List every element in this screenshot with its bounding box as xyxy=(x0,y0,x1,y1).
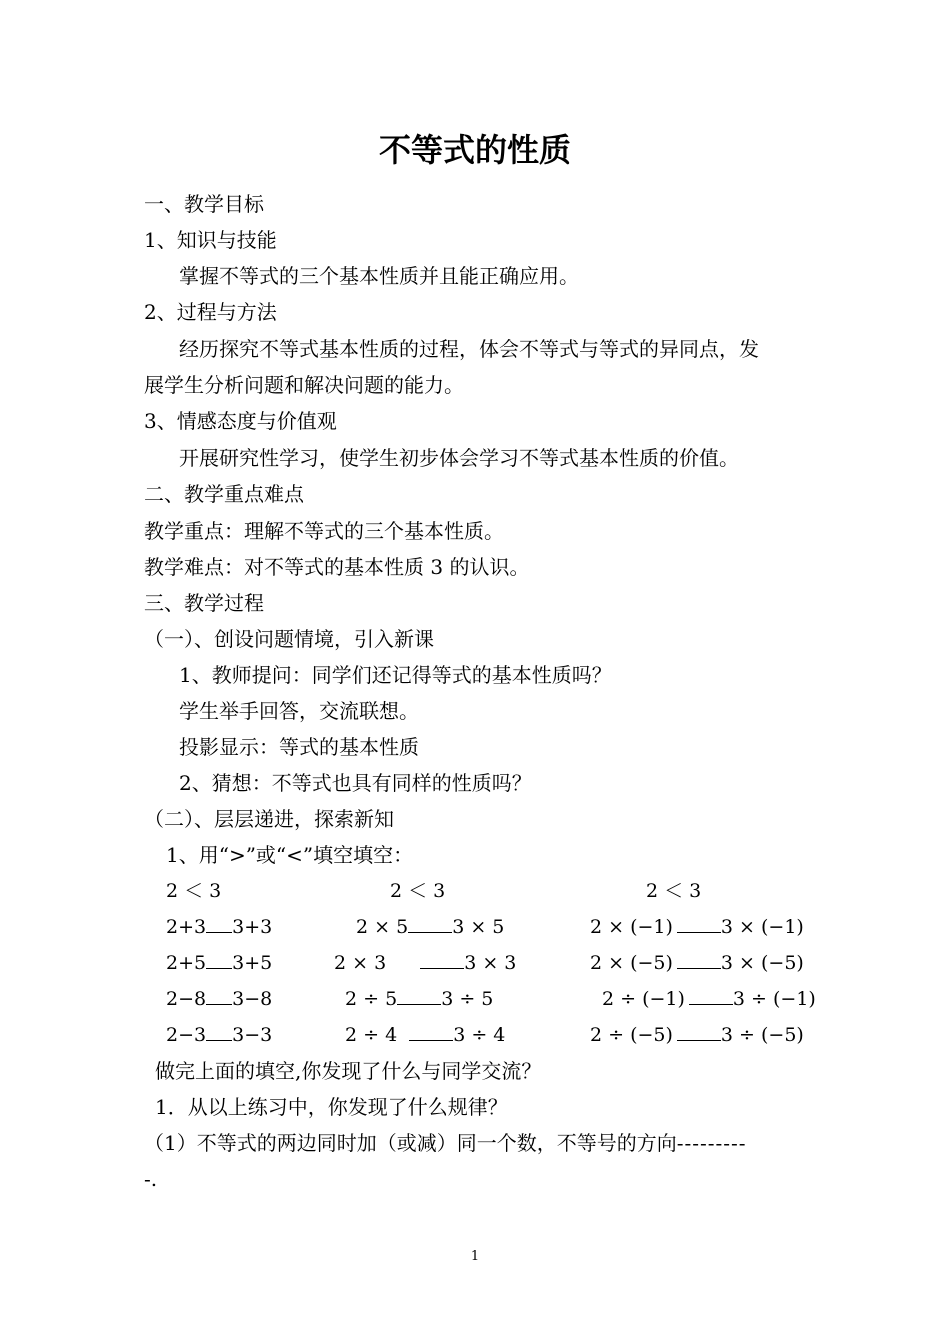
exercise-row xyxy=(590,1021,804,1049)
paragraph-teacher-question: 1、教师提问：同学们还记得等式的基本性质吗？ xyxy=(179,663,612,687)
paragraph-student-answer: 学生举手回答，交流联想。 xyxy=(179,699,419,723)
paragraph-conjecture: 2、猜想：不等式也具有同样的性质吗？ xyxy=(179,771,532,795)
expr-left: 2 × (−1) xyxy=(590,916,673,938)
exercise-row xyxy=(166,1021,272,1049)
expr-left: 2−8 xyxy=(166,988,207,1010)
expr-left: 2 ÷ 5 xyxy=(345,988,398,1010)
paragraph-emotion: 开展研究性学习，使学生初步体会学习不等式基本性质的价值。 xyxy=(179,446,739,470)
expr-right: 3 ÷ 4 xyxy=(453,1024,506,1046)
page-number: 1 xyxy=(470,1249,480,1264)
exercise-row xyxy=(590,949,804,977)
rule-1-text: （1）不等式的两边同时加（或减）同一个数，不等号的方向 xyxy=(144,1131,677,1155)
exercise-row xyxy=(356,913,504,941)
expr-right: 3 ÷ (−5) xyxy=(720,1024,804,1046)
subheading-knowledge-skills: 1、知识与技能 xyxy=(144,228,277,252)
rule-1-blank[interactable]: --------- xyxy=(676,1131,747,1155)
subsection-heading-2: （二）、层层递进，探索新知 xyxy=(144,807,394,831)
paragraph-difficult-point: 教学难点：对不等式的基本性质 3 的认识。 xyxy=(144,555,530,579)
exercise-col1-head: 2 ＜ 3 xyxy=(166,880,222,902)
expr-left: 2 × (−5) xyxy=(590,952,673,974)
paragraph-discussion: 做完上面的填空,你发现了什么与同学交流？ xyxy=(155,1059,542,1083)
fill-blank[interactable] xyxy=(206,1022,232,1041)
expr-right: 3 ÷ 5 xyxy=(441,988,494,1010)
expr-left: 2 × 5 xyxy=(356,916,409,938)
paragraph-key-point: 教学重点：理解不等式的三个基本性质。 xyxy=(144,519,504,543)
exercise-row xyxy=(166,913,272,941)
expr-right: 3 × 3 xyxy=(464,952,517,974)
expr-right: 3+5 xyxy=(232,952,273,974)
exercise-col3-head: 2 ＜ 3 xyxy=(646,880,702,902)
expr-right: 3 × 5 xyxy=(452,916,505,938)
subheading-process-method: 2、过程与方法 xyxy=(144,300,277,324)
expr-left: 2 ÷ 4 xyxy=(345,1024,398,1046)
section-heading-objectives: 一、教学目标 xyxy=(144,192,264,216)
fill-blank[interactable] xyxy=(677,914,721,933)
paragraph-knowledge: 掌握不等式的三个基本性质并且能正确应用。 xyxy=(179,264,579,288)
paragraph-process-line1: 经历探究不等式基本性质的过程，体会不等式与等式的异同点，发 xyxy=(179,337,759,361)
expr-right: 3 × (−1) xyxy=(720,916,804,938)
fill-blank[interactable] xyxy=(420,950,464,969)
expr-left: 2−3 xyxy=(166,1024,207,1046)
expr-left: 2 ÷ (−1) xyxy=(602,988,685,1010)
expr-left: 2 × 3 xyxy=(334,952,387,974)
fill-blank[interactable] xyxy=(206,950,232,969)
exercise-row xyxy=(166,949,272,977)
expr-right: 3 ÷ (−1) xyxy=(732,988,816,1010)
fill-blank[interactable] xyxy=(397,986,441,1005)
fill-blank[interactable] xyxy=(206,914,232,933)
document-title: 不等式的性质 xyxy=(378,131,571,169)
fill-blank[interactable] xyxy=(677,950,721,969)
expr-left: 2+5 xyxy=(166,952,207,974)
section-heading-key-points: 二、教学重点难点 xyxy=(144,482,304,506)
expr-right: 3 × (−5) xyxy=(720,952,804,974)
exercise-row xyxy=(334,949,516,977)
exercise-row xyxy=(590,913,804,941)
exercise-instruction: 1、用“>”或“<”填空填空： xyxy=(166,843,414,867)
paragraph-projection: 投影显示：等式的基本性质 xyxy=(179,735,419,759)
paragraph-rule-question: 1．从以上练习中，你发现了什么规律？ xyxy=(155,1095,508,1119)
exercise-col2-head: 2 ＜ 3 xyxy=(390,880,446,902)
exercise-row xyxy=(602,985,816,1013)
fill-blank[interactable] xyxy=(409,1022,453,1041)
expr-left: 2 ÷ (−5) xyxy=(590,1024,673,1046)
fill-blank[interactable] xyxy=(677,1022,721,1041)
exercise-row xyxy=(345,1021,505,1049)
paragraph-rule-1-continued: -. xyxy=(144,1167,158,1191)
subsection-heading-1: （一）、创设问题情境，引入新课 xyxy=(144,627,434,651)
fill-blank[interactable] xyxy=(408,914,452,933)
expr-right: 3−3 xyxy=(232,1024,273,1046)
expr-left: 2+3 xyxy=(166,916,207,938)
expr-right: 3+3 xyxy=(232,916,273,938)
fill-blank[interactable] xyxy=(689,986,733,1005)
paragraph-rule-1 xyxy=(144,1129,747,1157)
exercise-row xyxy=(166,985,272,1013)
exercise-row xyxy=(345,985,493,1013)
fill-blank[interactable] xyxy=(206,986,232,1005)
expr-right: 3−8 xyxy=(232,988,273,1010)
section-heading-process: 三、教学过程 xyxy=(144,591,264,615)
subheading-emotion-values: 3、情感态度与价值观 xyxy=(144,409,337,433)
paragraph-process-line2: 展学生分析问题和解决问题的能力。 xyxy=(144,373,464,397)
